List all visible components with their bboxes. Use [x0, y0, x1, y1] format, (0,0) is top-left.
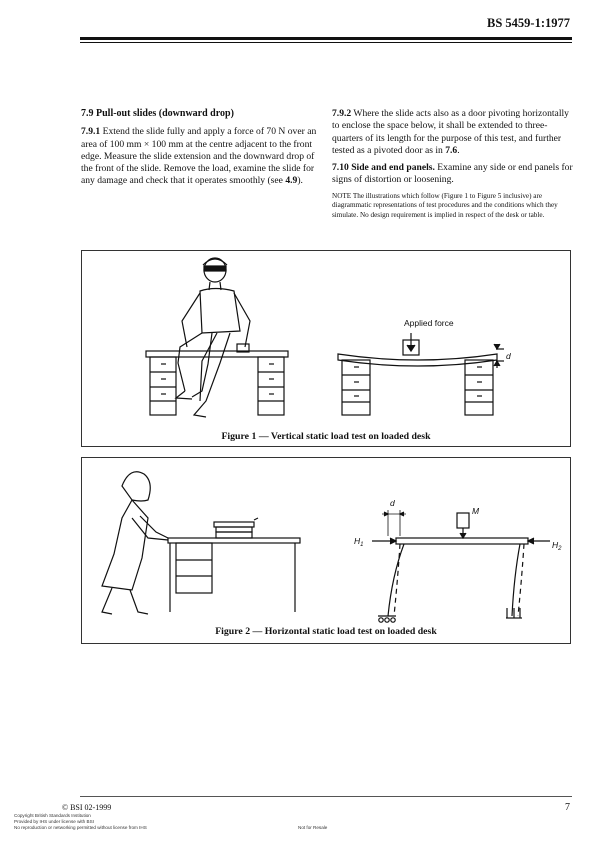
not-for-resale: Not for Resale — [298, 825, 328, 830]
header-rule-thin — [80, 42, 572, 43]
license-line-2: Provided by IHS under license with BSI — [14, 819, 94, 824]
figure-2-caption: Figure 2 — Horizontal static load test on loaded desk — [215, 626, 437, 637]
clause-end: ). — [297, 175, 303, 187]
person-pushing-desk — [102, 472, 300, 614]
clause-reference: 7.6 — [445, 144, 458, 156]
footer-rule — [80, 796, 572, 797]
figure-1 — [81, 250, 571, 447]
clause-text: Where the slide acts also as a door pivoting horizontally to enclose the space below, it shall be extended to three-quarters of its length for the purpose of this test, and further tested as a pivoted door as in — [332, 108, 569, 156]
license-line-3: No reproduction or networking permitted without license from IHS — [14, 825, 147, 830]
section-title-7-10: 7.10 Side and end panels. — [332, 162, 435, 174]
deflection-label: d — [506, 351, 511, 361]
desk-deflection-diagram — [338, 333, 504, 415]
header-rule-thick — [80, 37, 572, 40]
desk-with-person — [146, 258, 288, 417]
page-number: 7 — [565, 802, 570, 813]
note: NOTE The illustrations which follow (Figure 1 to Figure 5 inclusive) are diagrammatic representations of test procedures and the conditions which they simulate. No design requirement is implied in respect of the desk or table. — [332, 191, 558, 219]
applied-force-label: Applied force — [404, 318, 454, 328]
deflection-label: d — [390, 498, 395, 508]
desk-force-diagram — [372, 510, 550, 622]
clause-end: . — [457, 144, 460, 156]
force-h2-label: $H_2$ — [552, 540, 562, 552]
clause-number: 7.9.2 — [332, 108, 352, 119]
copyright-text: © BSI 02-1999 — [62, 803, 112, 812]
clause-7-9-1 — [81, 126, 323, 187]
section-text: Examine any side or end panels for signs of distortion or loosening. — [332, 162, 573, 186]
license-line-1: Copyright British Standards Institution — [14, 813, 91, 818]
right-column — [332, 108, 577, 226]
clause-7-10 — [332, 162, 577, 187]
clause-text: Extend the slide fully and apply a force of 70 N over an area of 100 mm × 100 mm at the centre adjacent to the front edge. Measure the slide extension and the downward drop of the front of the slide. Remove the load, examine the slide for any damage and check that it operates smoothly (see — [81, 126, 317, 187]
section-title-7-9: 7.9 Pull-out slides (downward drop) — [81, 108, 234, 119]
clause-number: 7.9.1 — [81, 126, 101, 138]
mass-label: M — [472, 506, 480, 516]
left-column — [81, 108, 323, 193]
document-id: BS 5459-1:1977 — [487, 16, 570, 30]
figure-1-drawing — [82, 251, 570, 446]
clause-7-9-2 — [332, 108, 577, 157]
clause-reference: 4.9 — [285, 175, 298, 187]
figure-1-caption: Figure 1 — Vertical static load test on loaded desk — [221, 431, 431, 442]
force-h1-label: $H_1$ — [354, 536, 364, 548]
figure-2 — [81, 457, 571, 644]
figure-2-drawing — [82, 458, 570, 643]
